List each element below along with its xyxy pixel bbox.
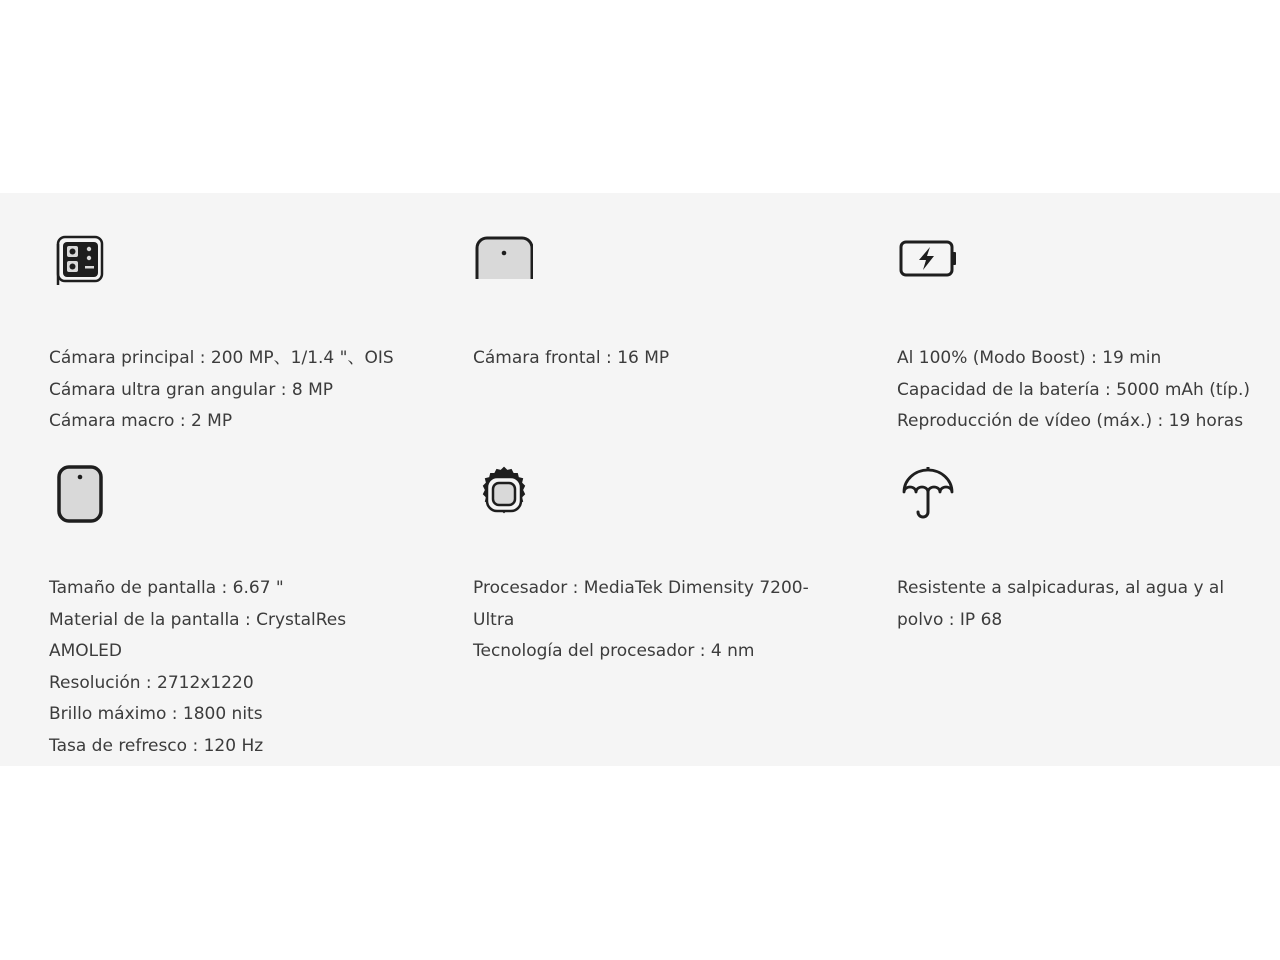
battery-charging-icon bbox=[897, 233, 957, 293]
spec-line: Capacidad de la batería : 5000 mAh (típ.) bbox=[897, 379, 1251, 400]
spec-lines-display bbox=[49, 573, 359, 762]
spec-line: Tecnología del procesador : 4 nm bbox=[473, 641, 755, 661]
front-camera-icon bbox=[473, 233, 533, 293]
spec-line: Procesador : MediaTek Dimensity 7200-Ultra bbox=[473, 578, 809, 630]
spec-item-camera bbox=[49, 233, 419, 431]
spec-line: Al 100% (Modo Boost) : 19 min bbox=[897, 348, 1162, 368]
spec-item-display bbox=[49, 463, 359, 756]
spec-lines-front-camera bbox=[473, 343, 669, 375]
spec-lines-water-resistance bbox=[897, 573, 1237, 636]
spec-line: Cámara frontal : 16 MP bbox=[473, 348, 670, 368]
spec-lines-camera bbox=[49, 343, 394, 438]
rear-camera-icon bbox=[49, 233, 109, 293]
specs-panel bbox=[0, 193, 1280, 766]
spec-item-water-resistance bbox=[897, 463, 1237, 630]
processor-chip-icon bbox=[473, 463, 533, 523]
spec-line: Material de la pantalla : CrystalRes AMOLED bbox=[49, 609, 347, 661]
spec-item-processor bbox=[473, 463, 833, 661]
spec-line: Resolución : 2712x1220 bbox=[49, 672, 254, 693]
phone-display-icon bbox=[49, 463, 109, 523]
umbrella-icon bbox=[897, 463, 957, 523]
spec-line: Tasa de refresco : 120 Hz bbox=[49, 735, 264, 756]
spec-line: Reproducción de vídeo (máx.) : 19 horas bbox=[897, 411, 1244, 431]
spec-line: Cámara macro : 2 MP bbox=[49, 411, 233, 431]
spec-item-front-camera bbox=[473, 233, 833, 368]
spec-line: Brillo máximo : 1800 nits bbox=[49, 704, 263, 724]
spec-line: Cámara ultra gran angular : 8 MP bbox=[49, 379, 333, 400]
spec-lines-processor bbox=[473, 573, 833, 668]
spec-line: Tamaño de pantalla : 6.67 " bbox=[49, 578, 284, 598]
spec-lines-battery bbox=[897, 343, 1250, 438]
spec-line: Cámara principal : 200 MP、1/1.4 "、OIS bbox=[49, 348, 394, 368]
spec-item-battery bbox=[897, 233, 1280, 431]
spec-line: Resistente a salpicaduras, al agua y al polvo : IP 68 bbox=[897, 578, 1225, 630]
